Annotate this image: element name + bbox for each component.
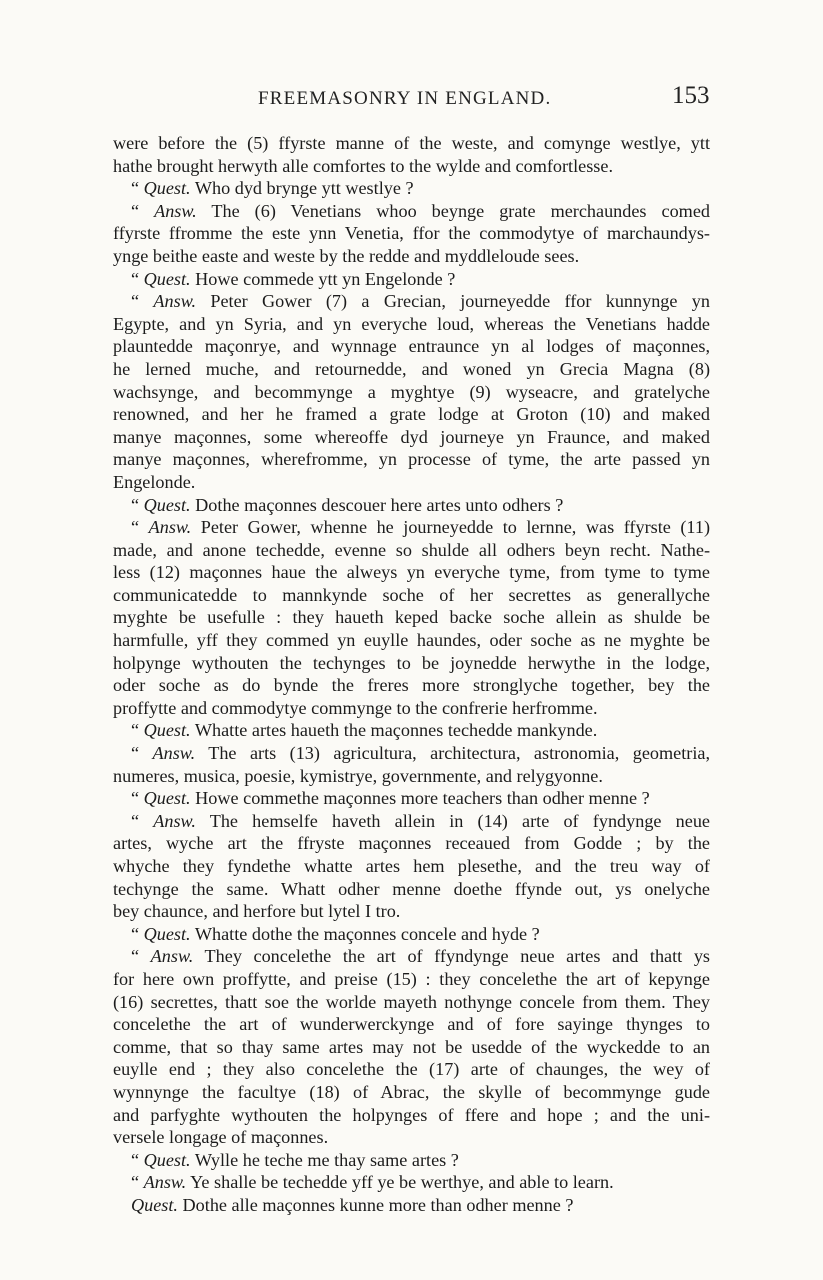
text-line: techynge the same. Whatt odher menne doethe ffynde out, ys onelyche	[113, 878, 710, 899]
text-line: communicatedde to mannkynde soche of her secrettes as generallyche	[113, 584, 710, 605]
text-line: manye maçonnes, wherefromme, yn processe of tyme, the arte passed yn	[113, 449, 710, 470]
text-line: “ Answ. Ye shalle be techedde yff ye be werthye, and able to learn.	[131, 1172, 614, 1193]
text-line: holpynge wythouten the techynges to be joynedde herwythe in the lodge,	[113, 652, 710, 673]
text-line: “ Quest. Dothe maçonnes descouer here artes unto odhers ?	[131, 494, 564, 515]
text-line: “ Quest. Who dyd brynge ytt westlye ?	[131, 178, 414, 199]
page-header	[0, 80, 823, 116]
text-line: made, and anone techedde, evenne so shulde all odhers beyn recht. Nathe-	[113, 539, 710, 560]
text-line: (16) secrettes, thatt soe the worlde mayeth nothynge concele from them. They	[113, 991, 710, 1012]
text-line: and parfyghte wythouten the holpynges of ffere and hope ; and the uni-	[113, 1104, 710, 1125]
text-line: bey chaunce, and herfore but lytel I tro.	[113, 901, 401, 922]
text-line: “ Answ. Peter Gower (7) a Grecian, journeyedde ffor kunnynge yn	[131, 291, 710, 312]
text-line: renowned, and her he framed a grate lodge at Groton (10) and maked	[113, 404, 710, 425]
text-line: euylle end ; they also concelethe the (17) arte of chaunges, the wey of	[113, 1059, 710, 1080]
text-line: “ Quest. Whatte artes haueth the maçonnes techedde mankynde.	[131, 720, 598, 741]
text-line: versele longage of maçonnes.	[113, 1127, 329, 1148]
text-line: myghte be usefulle : they haueth keped backe soche allein as shulde be	[113, 607, 710, 628]
text-line: “ Answ. The arts (13) agricultura, architectura, astronomia, geometria,	[131, 743, 710, 764]
text-line: oder soche as do bynde the freres more stronglyche together, bey the	[113, 675, 710, 696]
text-line: “ Answ. Peter Gower, whenne he journeyedde to lernne, was ffyrste (11)	[131, 517, 710, 538]
text-line: plauntedde maçonrye, and wynnage entraunce yn al lodges of maçonnes,	[113, 336, 710, 357]
text-line: proffytte and commodytye commynge to the confrerie herfromme.	[113, 697, 598, 718]
text-line: ffyrste ffromme the este ynn Venetia, ffor the commodytye of marchaundys-	[113, 223, 710, 244]
text-line: “ Answ. The hemselfe haveth allein in (14) arte of fyndynge neue	[131, 810, 710, 831]
body-text	[113, 132, 710, 1217]
text-line: wachsynge, and becommynge a myghtye (9) wyseacre, and gratelyche	[113, 381, 710, 402]
text-line: manye maçonnes, some whereoffe dyd journeye yn Fraunce, and maked	[113, 426, 710, 447]
text-line: he lerned muche, and retournedde, and woned yn Grecia Magna (8)	[113, 358, 710, 379]
text-line: comme, that so thay same artes may not be usedde of the wyckedde to an	[113, 1036, 710, 1057]
text-line: “ Quest. Whatte dothe the maçonnes concele and hyde ?	[131, 923, 540, 944]
text-line: “ Quest. Wylle he teche me thay same artes ?	[131, 1149, 459, 1170]
text-line: artes, wyche art the ffryste maçonnes receaued from Godde ; by the	[113, 833, 710, 854]
text-line: Egypte, and yn Syria, and yn everyche loud, whereas the Venetians hadde	[113, 313, 710, 334]
text-line: numeres, musica, poesie, kymistrye, governmente, and relygyonne.	[113, 765, 603, 786]
text-line: Engelonde.	[113, 471, 196, 492]
text-line: “ Answ. The (6) Venetians whoo beynge grate merchaundes comed	[131, 200, 710, 221]
text-line: Quest. Dothe alle maçonnes kunne more than odher menne ?	[131, 1194, 574, 1215]
text-line: wynnynge the facultye (18) of Abrac, the skylle of becommynge gude	[113, 1081, 710, 1102]
text-line: were before the (5) ffyrste manne of the weste, and comynge westlye, ytt	[113, 133, 710, 153]
text-line: “ Quest. Howe commethe maçonnes more teachers than odher menne ?	[131, 788, 650, 809]
text-line: “ Quest. Howe commede ytt yn Engelonde ?	[131, 268, 456, 289]
text-line: ynge beithe easte and weste by the redde and myddleloude sees.	[113, 245, 580, 266]
page-number: 153	[672, 82, 710, 109]
text-line: “ Answ. They concelethe the art of ffyndynge neue artes and thatt ys	[131, 946, 710, 967]
text-line: concelethe the art of wunderwerckynge and of fore sayinge thynges to	[113, 1014, 710, 1035]
text-line: for here own proffytte, and preise (15) : they concelethe the art of kepynge	[113, 968, 710, 989]
running-title: FREEMASONRY IN ENGLAND.	[258, 88, 552, 109]
text-line: hathe brought herwyth alle comfortes to the wylde and comfortlesse.	[113, 155, 614, 176]
text-line: less (12) maçonnes haue the alweys yn everyche tyme, from tyme to tyme	[113, 562, 710, 583]
text-line: harmfulle, yff they commed yn euylle haundes, oder soche as ne myghte be	[113, 630, 710, 651]
text-line: whyche they fyndethe whatte artes hem plesethe, and the treu way of	[113, 856, 710, 876]
